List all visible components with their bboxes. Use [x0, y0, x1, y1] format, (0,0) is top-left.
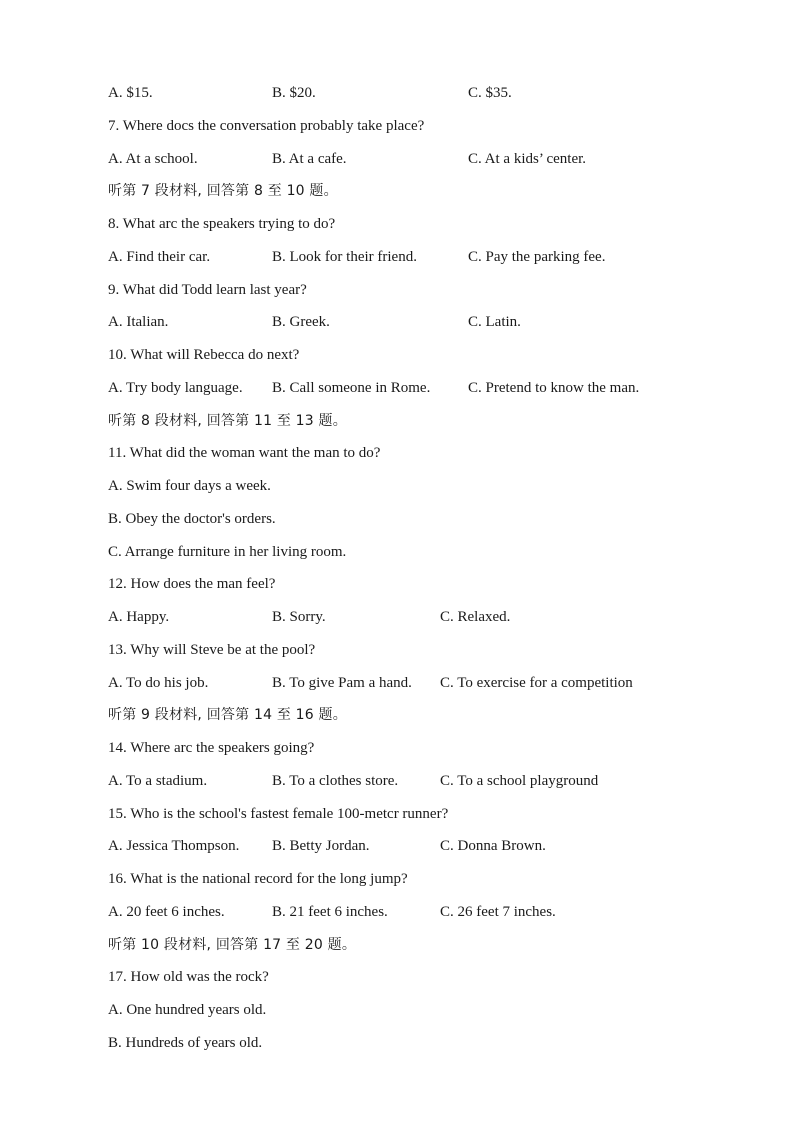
question-text: 12. How does the man feel?: [108, 576, 276, 593]
option-a: A. Try body language.: [108, 379, 243, 396]
option-a: A. Italian.: [108, 314, 169, 331]
option-a: A. Happy.: [108, 609, 170, 625]
option-c: C. 26 feet 7 inches.: [440, 903, 556, 920]
option-a: A. Find their car.: [108, 248, 211, 265]
option-b: B. At a cafe.: [272, 150, 347, 167]
option-b: B. Call someone in Rome.: [272, 379, 431, 396]
option-b: B. Look for their friend.: [272, 248, 417, 265]
option-line: A. One hundred years old.: [108, 1002, 267, 1018]
section-instruction: 听第 10 段材料, 回答第 17 至 20 题。: [108, 936, 357, 953]
option-line: A. Swim four days a week.: [108, 478, 271, 494]
option-a: A. To a stadium.: [108, 772, 208, 789]
option-c: C. At a kids’ center.: [468, 150, 587, 167]
question-text: 11. What did the woman want the man to do?: [108, 445, 381, 462]
option-c: C. Pretend to know the man.: [468, 379, 640, 396]
question-text: 16. What is the national record for the long jump?: [108, 871, 408, 887]
option-c: C. Relaxed.: [440, 609, 511, 625]
question-text: 10. What will Rebecca do next?: [108, 347, 300, 363]
section-instruction: 听第 8 段材料, 回答第 11 至 13 题。: [108, 412, 347, 429]
option-b: B. Sorry.: [272, 609, 326, 625]
option-b: B. 21 feet 6 inches.: [272, 903, 388, 920]
question-text: 7. Where docs the conversation probably take place?: [108, 117, 425, 134]
question-text: 14. Where arc the speakers going?: [108, 740, 315, 756]
option-b: B. To give Pam a hand.: [272, 674, 412, 691]
option-c: C. To exercise for a competition: [440, 674, 633, 691]
option-a: A. Jessica Thompson.: [108, 838, 240, 855]
option-c: C. Donna Brown.: [440, 838, 546, 855]
question-text: 8. What arc the speakers trying to do?: [108, 216, 336, 232]
option-c: C. Pay the parking fee.: [468, 248, 606, 265]
question-text: 13. Why will Steve be at the pool?: [108, 641, 316, 658]
option-a: A. 20 feet 6 inches.: [108, 903, 225, 920]
option-a: A. At a school.: [108, 150, 198, 167]
option-a: A. $15.: [108, 85, 153, 101]
question-text: 17. How old was the rock?: [108, 969, 269, 986]
option-c: C. Latin.: [468, 314, 521, 331]
question-text: 9. What did Todd learn last year?: [108, 281, 307, 298]
question-text: 15. Who is the school's fastest female 100-metcr runner?: [108, 805, 449, 822]
option-b: B. To a clothes store.: [272, 772, 399, 789]
option-c: C. $35.: [468, 85, 512, 101]
option-line: B. Obey the doctor's orders.: [108, 510, 276, 527]
option-a: A. To do his job.: [108, 674, 209, 691]
option-b: B. $20.: [272, 85, 316, 101]
section-instruction: 听第 9 段材料, 回答第 14 至 16 题。: [108, 707, 347, 724]
section-instruction: 听第 7 段材料, 回答第 8 至 10 题。: [108, 183, 338, 200]
option-line: C. Arrange furniture in her living room.: [108, 543, 347, 560]
option-b: B. Betty Jordan.: [272, 838, 370, 855]
option-c: C. To a school playground: [440, 772, 599, 789]
option-line: B. Hundreds of years old.: [108, 1034, 263, 1051]
option-b: B. Greek.: [272, 314, 330, 331]
